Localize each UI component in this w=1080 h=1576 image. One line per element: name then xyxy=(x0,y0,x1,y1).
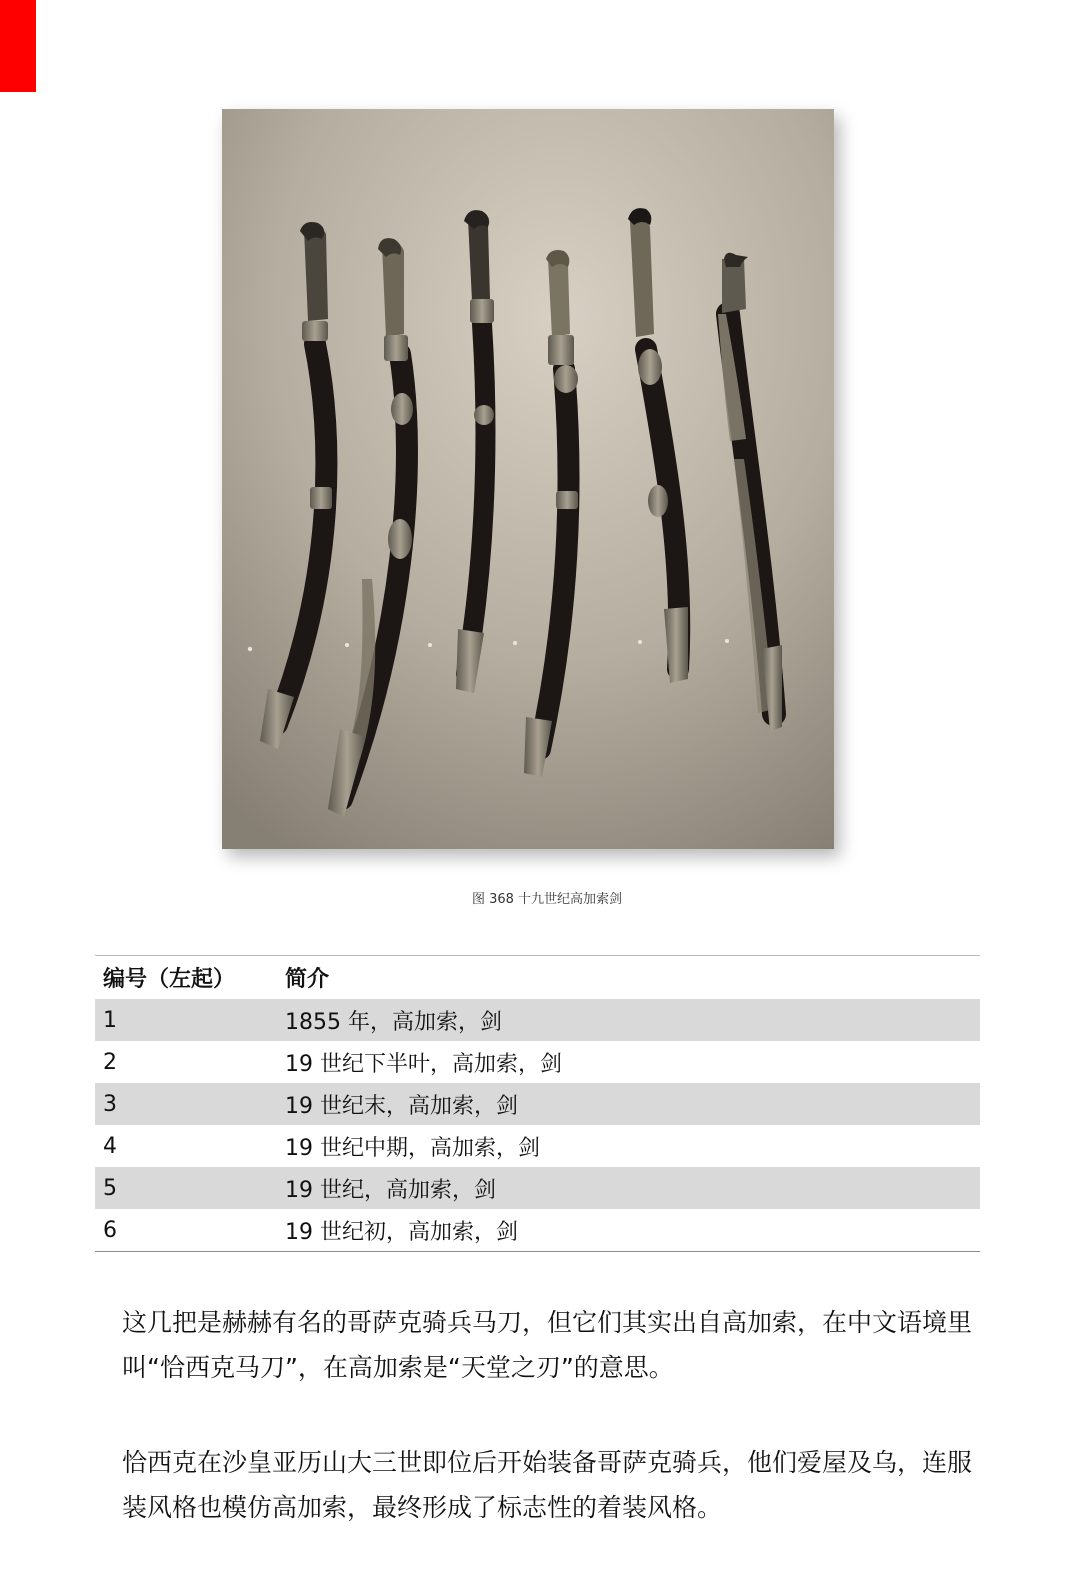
table-header-row xyxy=(95,956,980,999)
table-row xyxy=(95,1041,980,1083)
row-description: 1855 年，高加索，剑 xyxy=(285,1009,502,1035)
header-id: 编号（左起） xyxy=(103,967,236,992)
red-corner-mark xyxy=(0,0,36,92)
table-row xyxy=(95,999,980,1041)
row-id: 4 xyxy=(103,1133,117,1159)
row-description: 19 世纪，高加索，剑 xyxy=(285,1177,496,1203)
row-id: 2 xyxy=(103,1049,117,1075)
row-description: 19 世纪下半叶，高加索，剑 xyxy=(285,1051,562,1077)
row-id: 6 xyxy=(103,1217,117,1243)
row-description: 19 世纪末，高加索，剑 xyxy=(285,1093,518,1119)
figure-caption: 图 368 十九世纪高加索剑 xyxy=(471,892,623,907)
row-id: 5 xyxy=(103,1175,117,1201)
header-description: 简介 xyxy=(285,967,330,992)
row-description: 19 世纪中期，高加索，剑 xyxy=(285,1135,540,1161)
table-row xyxy=(95,1167,980,1209)
row-id: 1 xyxy=(103,1007,117,1033)
table-row xyxy=(95,1083,980,1125)
row-id: 3 xyxy=(103,1091,117,1117)
row-description: 19 世纪初，高加索，剑 xyxy=(285,1219,518,1245)
paragraph-1: 这几把是赫赫有名的哥萨克骑兵马刀，但它们其实出自高加索，在中文语境里叫“恰西克马刀”，在高加索是“天堂之刃”的意思。 xyxy=(122,1308,973,1382)
paragraph-2: 恰西克在沙皇亚历山大三世即位后开始装备哥萨克骑兵，他们爱屋及乌，连服装风格也模仿高加索，最终形成了标志性的着装风格。 xyxy=(122,1448,973,1522)
table-row xyxy=(95,1209,980,1251)
table-row xyxy=(95,1125,980,1167)
sword-photo xyxy=(222,109,834,849)
sword-table xyxy=(95,955,980,1252)
